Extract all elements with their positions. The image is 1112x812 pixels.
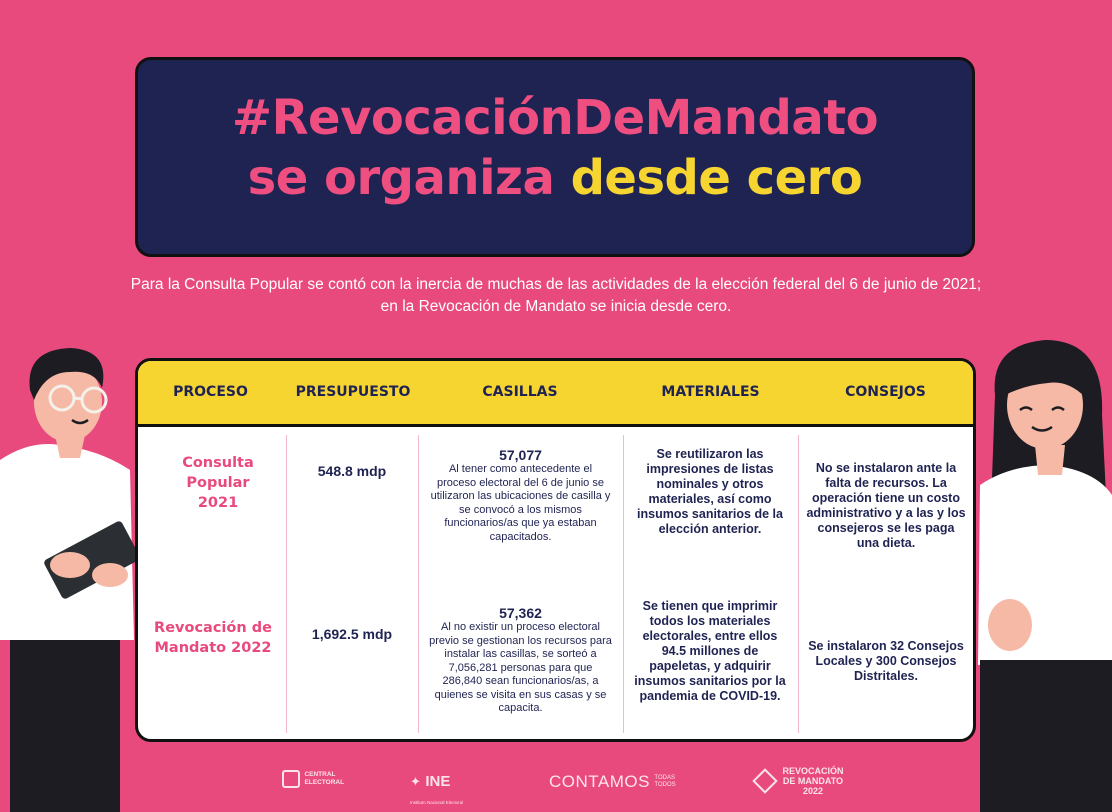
row-proceso: Revocación de Mandato 2022 — [154, 620, 272, 656]
header-presupuesto: PRESUPUESTO — [295, 384, 411, 400]
man-pants — [10, 630, 120, 812]
header-materiales: MATERIALES — [661, 384, 760, 400]
row-presupuesto: 548.8 mdp — [317, 463, 387, 479]
woman-pants — [980, 660, 1112, 812]
contamos-text: CONTAMOS — [549, 772, 650, 791]
woman-illustration — [970, 335, 1112, 812]
casillas-count: 57,362 — [499, 605, 542, 621]
title-part-organiza: se organiza — [247, 150, 555, 206]
ine-logo — [410, 773, 463, 809]
comparison-table — [135, 358, 976, 742]
logo-text: TODOS — [654, 782, 676, 788]
row-casillas — [428, 447, 613, 544]
casillas-description: Al tener como antecedente el proceso electoral del 6 de junio se utilizaron las ubicaciones de casilla y se convocó a los mismos funcionarios/as que ya estaban capacitados. — [430, 463, 611, 543]
column-divider — [418, 435, 419, 733]
header-proceso: PROCESO — [173, 384, 248, 400]
row-consejos: No se instalaron ante la falta de recursos. La operación tiene un costo administrativo y a las y los consejeros se les paga una dieta. — [806, 461, 966, 550]
logo-text: 2022 — [802, 786, 823, 796]
intro-paragraph: Para la Consulta Popular se contó con la inercia de muchas de las actividades de la elección federal del 6 de junio de 2021; en la Revocación de Mandato se inicia desde cero. — [130, 276, 982, 315]
logo-text: CENTRAL — [304, 771, 336, 778]
central-electoral-icon — [282, 770, 300, 788]
logo-text: DE MANDATO — [782, 776, 844, 786]
casillas-description: Al no existir un proceso electoral previo se gestionan los recursos para instalar las casillas, se sorteó a 7,056,281 personas para que 286,840 sean funcionarios/as, a quienes se visita en sus casas y se capacita. — [429, 621, 612, 714]
contamos-logo — [549, 772, 676, 792]
row-presupuesto: 1,692.5 mdp — [311, 626, 393, 642]
table-header — [138, 361, 973, 427]
man-with-tablet-illustration — [0, 340, 140, 812]
ine-text: INE — [425, 773, 451, 790]
row-materiales: Se tienen que imprimir todos los materiales electorales, entre ellos 94.5 millones de papeletas, y adquirir insumos sanitarios por la pandemia de COVID-19. — [634, 599, 786, 703]
title-part-desde-cero: desde cero — [570, 150, 863, 206]
column-divider — [798, 435, 799, 733]
ine-icon: ✦ — [410, 774, 421, 789]
title-banner — [135, 57, 975, 257]
title-hashtag: #RevocaciónDeMandato — [231, 90, 879, 146]
row-materiales: Se reutilizaron las impresiones de listas nominales y otros materiales, así como insumos sanitarios de la elección anterior. — [637, 447, 783, 536]
row-consejos: Se instalaron 32 Consejos Locales y 300 Consejos Distritales. — [808, 639, 964, 683]
logo-text: REVOCACIÓN — [782, 766, 844, 776]
logo-text: ELECTORAL — [304, 779, 345, 786]
revocacion-icon — [752, 768, 777, 793]
central-electoral-logo — [282, 770, 344, 788]
casillas-count: 57,077 — [499, 447, 542, 463]
header-casillas: CASILLAS — [482, 384, 558, 400]
logo-text: TODAS — [654, 775, 675, 781]
ine-subtext: Instituto Nacional Electoral — [410, 800, 464, 805]
revocacion-logo — [756, 766, 843, 796]
row-casillas — [428, 605, 613, 716]
header-consejos: CONSEJOS — [845, 384, 926, 400]
column-divider — [623, 435, 624, 733]
row-proceso: Consulta Popular 2021 — [182, 455, 254, 511]
column-divider — [286, 435, 287, 733]
title-subline — [138, 148, 972, 208]
